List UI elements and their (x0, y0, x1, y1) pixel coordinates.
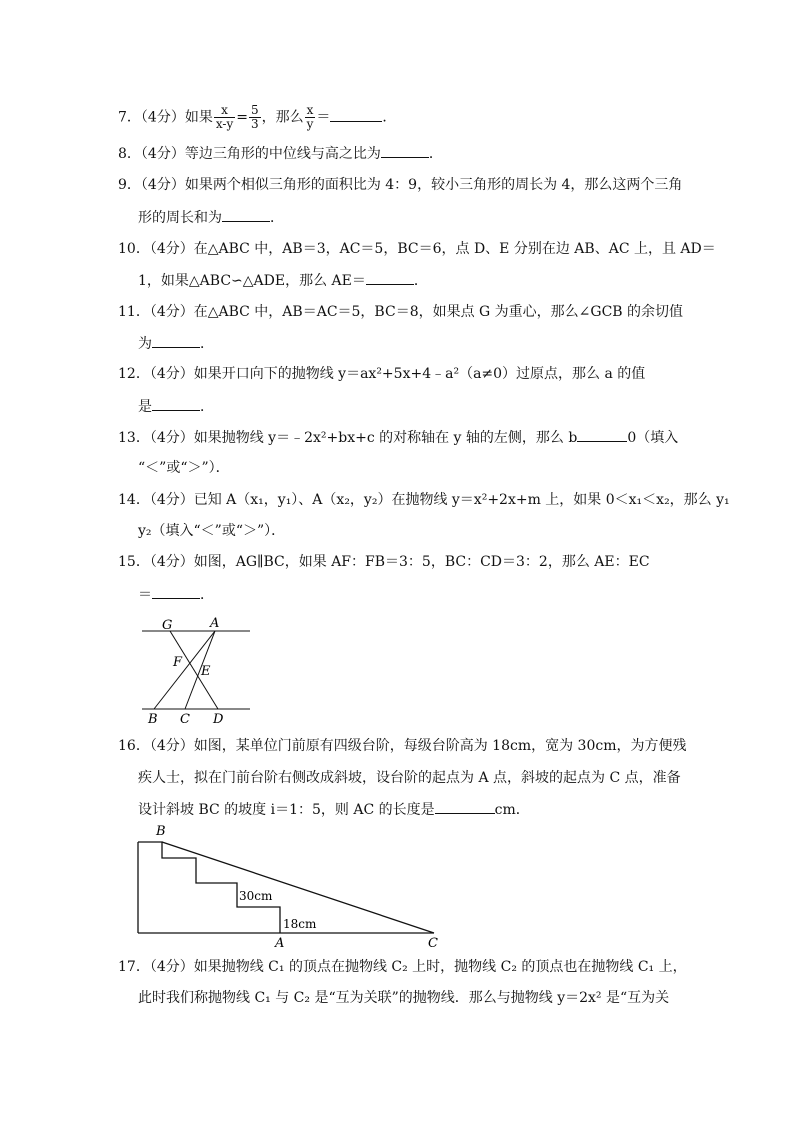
label-height-18cm: 18cm (283, 917, 317, 931)
question-10-cont: 1，如果△ABC∽△ADE，那么 AE＝ ． (138, 270, 698, 291)
question-12: 12．（4分）如果开口向下的抛物线 y＝ax²+5x+4﹣a²（a≠0）过原点，那么 a 的值 (118, 366, 646, 382)
question-17-cont: 此时我们称抛物线 C₁ 与 C₂ 是“互为关联”的抛物线．那么与抛物线 y＝2x² 是“互为关 (138, 990, 670, 1006)
label-C: C (180, 712, 190, 724)
question-13: 13．（4分）如果抛物线 y＝﹣2x²+bx+c 的对称轴在 y 轴的左侧，那么 b 0（填入 (118, 427, 678, 448)
question-13-cont: “＜”或“＞”）． (138, 460, 230, 476)
label-A: A (275, 936, 285, 950)
answer-blank[interactable] (577, 427, 627, 442)
q7-text: 7．（4分）如果 (118, 109, 213, 126)
fraction-5-over-3: $\frac{5}{3}$ (250, 103, 259, 131)
question-8: 8．（4分）等边三角形的中位线与高之比为 ． (118, 143, 678, 164)
fraction-x-over-x-minus-y: $\frac{x}{x-y}$ (215, 103, 234, 131)
question-16-cont-2: 设计斜坡 BC 的坡度 i＝1：5，则 AC 的长度是 cm． (138, 799, 698, 820)
question-14: 14．（4分）已知 A（x₁，y₁）、A（x₂，y₂）在抛物线 y＝x²+2x+m 上，如果 0＜x₁＜x₂，那么 y₁ (118, 492, 730, 508)
label-A: A (210, 616, 220, 631)
question-16: 16．（4分）如图，某单位门前原有四级台阶，每级台阶高为 18cm，宽为 30cm，为方便残 (118, 738, 687, 754)
question-12-cont: 是 ． (138, 396, 698, 417)
label-B: B (156, 824, 166, 839)
question-17: 17．（4分）如果抛物线 C₁ 的顶点在抛物线 C₂ 上时，抛物线 C₂ 的顶点也在抛物线 C₁ 上， (118, 959, 687, 975)
label-width-30cm: 30cm (239, 889, 273, 903)
label-F: F (173, 655, 183, 670)
answer-blank[interactable] (152, 584, 200, 599)
question-16-cont-1: 疾人士，拟在门前台阶右侧改成斜坡，设台阶的起点为 A 点，斜坡的起点为 C 点，准备 (138, 770, 681, 786)
answer-blank[interactable] (152, 396, 200, 411)
label-E: E (201, 664, 211, 679)
question-7: 7．（4分）如果 $\frac{x}{x-y}$ = $\frac{5}{3}$ ，那么 $\frac{x}{y}$ ＝ ． (118, 103, 397, 131)
label-G: G (162, 618, 173, 633)
fraction-x-over-y: $\frac{x}{y}$ (306, 103, 314, 131)
answer-blank[interactable] (381, 143, 429, 158)
question-14-cont: y₂（填入“＜”或“＞”）． (138, 523, 286, 539)
label-B: B (148, 712, 158, 724)
label-D: D (213, 712, 224, 724)
question-10: 10．（4分）在△ABC 中，AB＝3，AC＝5，BC＝6，点 D、E 分别在边 AB、AC 上，且 AD＝ (118, 241, 716, 257)
answer-blank[interactable] (222, 207, 270, 222)
figure-15-parallel-lines (138, 612, 254, 724)
step-profile (138, 842, 280, 933)
question-11: 11．（4分）在△ABC 中，AB＝AC＝5，BC＝8，如果点 G 为重心，那么∠GCB 的余切值 (118, 304, 684, 320)
answer-blank[interactable] (366, 270, 414, 285)
answer-blank[interactable] (435, 799, 495, 814)
question-9-cont: 形的周长和为 ． (138, 207, 698, 228)
answer-blank[interactable] (330, 107, 382, 122)
question-11-cont: 为 ． (138, 333, 698, 354)
question-15-cont: ＝ ． (138, 584, 698, 605)
question-9: 9．（4分）如果两个相似三角形的面积比为 4：9，较小三角形的周长为 4，那么这两个三角 (118, 177, 683, 193)
answer-blank[interactable] (152, 333, 200, 348)
question-15: 15．（4分）如图，AG∥BC，如果 AF：FB＝3：5，BC：CD＝3：2，那么 AE：EC (118, 554, 650, 570)
figure-16-steps-ramp (136, 820, 446, 950)
label-C: C (428, 936, 438, 950)
